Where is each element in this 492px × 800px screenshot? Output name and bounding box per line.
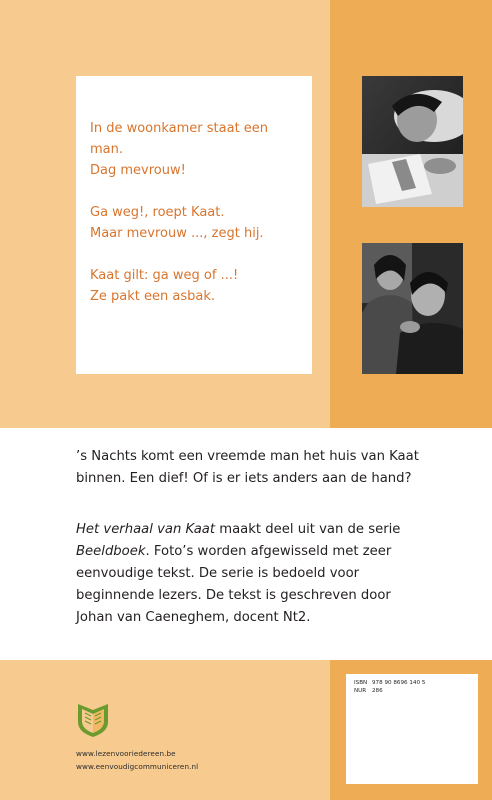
- website-link-1[interactable]: www.lezenvooriedereen.be: [76, 749, 176, 758]
- blurb-line: ’s Nachts komt een vreemde man het huis van Kaat: [76, 449, 419, 464]
- photo-man-and-woman: [362, 243, 463, 374]
- photo-man-and-woman-image: [362, 243, 463, 374]
- excerpt-text: [90, 118, 302, 307]
- blurb-line: [76, 519, 472, 541]
- photo-woman-reading: [362, 76, 463, 207]
- excerpt-line: Kaat gilt: ga weg of ...!: [90, 268, 239, 283]
- bottom-left-panel: [0, 660, 330, 800]
- excerpt-line: [90, 181, 302, 202]
- excerpt-line: In de woonkamer staat een: [90, 121, 269, 136]
- series-title: Beeldboek: [76, 544, 146, 559]
- excerpt-line: Maar mevrouw ..., zegt hij.: [90, 226, 264, 241]
- blurb-text: . Foto’s worden afgewisseld met zeer: [145, 544, 392, 559]
- blurb-line: eenvoudige tekst. De serie is bedoeld voor: [76, 566, 360, 581]
- excerpt-line: Dag mevrouw!: [90, 163, 186, 178]
- photo-woman-reading-image: [362, 76, 463, 207]
- excerpt-line: Ze pakt een asbak.: [90, 289, 215, 304]
- excerpt-line: man.: [90, 142, 124, 157]
- blurb-line: beginnende lezers. De tekst is geschreven door: [76, 588, 391, 603]
- excerpt-line: Ga weg!, roept Kaat.: [90, 205, 225, 220]
- excerpt-line: [90, 244, 302, 265]
- isbn-label: ISBN: [354, 680, 368, 686]
- isbn-box: [346, 674, 478, 784]
- blurb-line: binnen. Een dief! Of is er iets anders aan de hand?: [76, 471, 412, 486]
- nur-row: [354, 688, 383, 694]
- blurb-line: [76, 541, 472, 563]
- blurb-section: [0, 428, 492, 660]
- blurb-line: Johan van Caeneghem, docent Nt2.: [76, 610, 311, 625]
- isbn-value: 978 90 8696 140 5: [372, 680, 426, 686]
- blurb-paragraph-1: [76, 446, 472, 490]
- website-link-2[interactable]: www.eenvoudigcommuniceren.nl: [76, 762, 199, 771]
- blurb-text: maakt deel uit van de serie: [215, 522, 401, 537]
- blurb-paragraph-2: [76, 519, 472, 629]
- open-book-shield-logo-icon: [76, 700, 110, 738]
- excerpt-box: [76, 76, 312, 374]
- nur-label: NUR: [354, 688, 367, 694]
- book-title: Het verhaal van Kaat: [76, 522, 216, 537]
- isbn-row: [354, 680, 425, 686]
- nur-value: 286: [372, 688, 383, 694]
